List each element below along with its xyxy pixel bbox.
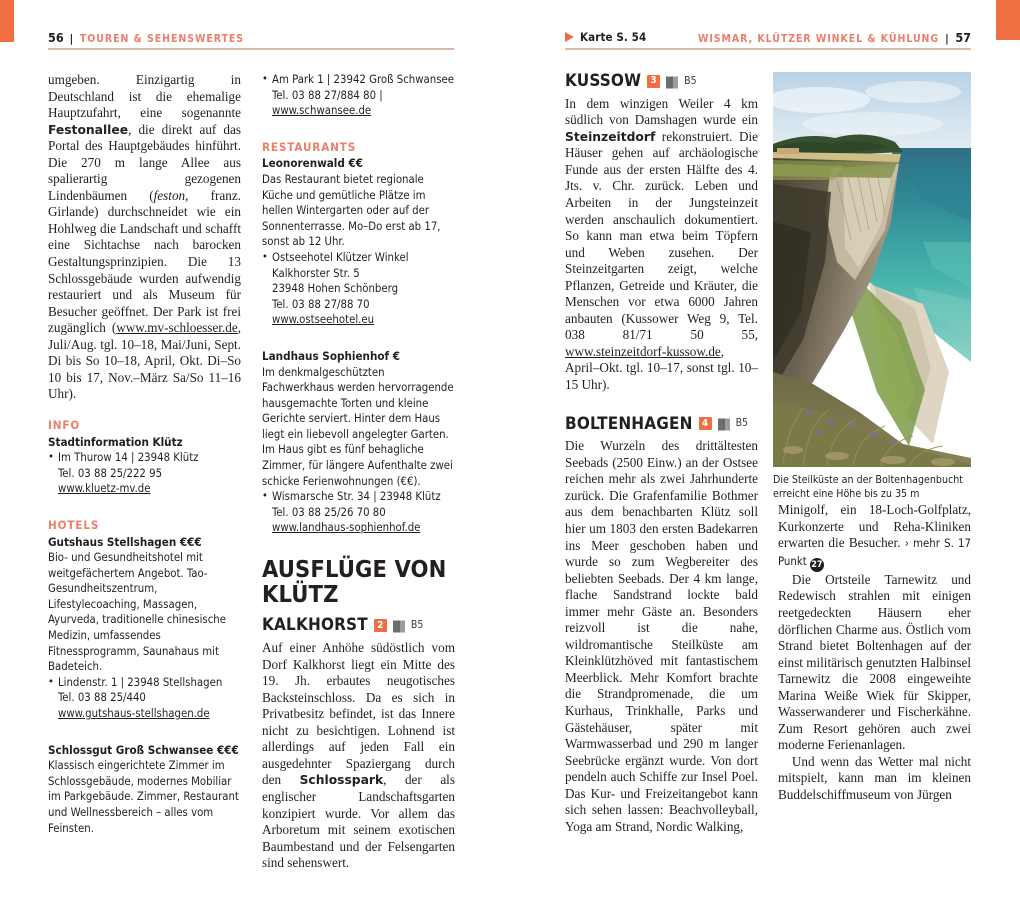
restaurant-phone: Tel. 03 88 25/26 70 80 (272, 505, 386, 519)
info-web-link[interactable]: www.kluetz-mv.de (58, 482, 151, 496)
paragraph-ortsteile: Die Ortsteile Tarnewitz und Redewisch strahlen mit einigen reetgedeckten Häusern eher dörflichen Charme aus. Östlich vom Strand bietet Boltenhagen auf der einst militärisch genutzten Halbinsel Tarnewitz die 2008 eingeweihte Marina Weiße Wiek für Skipper, Wasserwanderer und Fischerkähne. Zum Resort gehören auch zwei moderne Ferienanlagen. (778, 571, 972, 753)
paragraph-boltenhagen-continued (778, 502, 971, 572)
restaurant-entry (262, 349, 455, 536)
info-section (48, 418, 241, 497)
folio-left: 56 (48, 30, 64, 45)
paragraph-schloss-bothmer-continued (48, 72, 241, 403)
italic-feston: feston (153, 187, 186, 203)
text-run: , April–Okt. tgl. 10–17, sonst tgl. 10–15 Uhr). (565, 343, 758, 392)
column-3 (565, 72, 758, 835)
hotel-address: Am Park 1 | 23942 Groß Schwansee (272, 73, 455, 86)
hotel-web-link[interactable]: www.gutshaus-stellshagen.de (58, 707, 210, 721)
running-head-right-group (698, 30, 971, 45)
restaurant-address: Wismarsche Str. 34 | 23948 Klütz (272, 490, 441, 504)
folio-separator-right: | (945, 32, 950, 45)
text-run: umgeben. Einzigartig in Deutschland ist die ehemalige Hauptzufahrt, eine sogenannte (48, 72, 241, 121)
hotel-entry (48, 535, 241, 722)
book-icon (718, 417, 730, 430)
play-triangle-icon (565, 32, 574, 42)
map-reference-label: Karte S. 54 (580, 30, 647, 44)
point-number-badge: 27 (810, 558, 824, 572)
restaurant-venue: Ostseehotel Klützer Winkel (272, 250, 409, 264)
place-name: KALKHORST (262, 615, 368, 636)
text-run: , franz. Girlande) durchschneidet wie ein Hohlweg die Landschaft und schafft eine Sichtachse nach barocken Gestaltungsprinzipien. Die 13 Schlossgebäude wurden aufwendig restauriert und als Museum für Besucher geöffnet. Der Park ist frei zugänglich ( (48, 187, 241, 336)
bold-festonallee: Festonallee (48, 122, 129, 137)
restaurant-street: Kalkhorster Str. 5 (272, 266, 360, 280)
hotels-heading: HOTELS (48, 517, 100, 532)
page-bleed-tab-left (0, 0, 14, 42)
list-item (48, 675, 241, 722)
header-rule-right (565, 48, 971, 50)
hotel-web-link[interactable]: www.schwansee.de (272, 104, 372, 118)
list-item (48, 450, 241, 497)
restaurant-phone: Tel. 03 88 27/88 70 (272, 297, 370, 311)
link-mv-schloesser[interactable]: www.mv-schloesser.de (116, 320, 238, 336)
restaurant-web-link[interactable]: www.ostseehotel.eu (272, 313, 375, 327)
info-entry-name: Stadtinformation Klütz (48, 434, 183, 449)
cross-reference-label: › mehr S. 17 Punkt (778, 537, 971, 568)
paragraph-kalkhorst (262, 640, 455, 872)
paragraph-wetter: Und wenn das Wetter mal nicht mitspielt, kann man im kleinen Buddelschiffmuseum von Jürgen (778, 753, 971, 803)
hotel-phone: Tel. 03 88 25/440 (58, 691, 146, 705)
restaurant-name: Leonorenwald €€ (262, 156, 363, 171)
restaurant-contact-list (262, 250, 455, 328)
restaurant-city: 23948 Hohen Schönberg (272, 282, 399, 296)
chapter-heading-ausfluege: AUSFLÜGE VON KLÜTZ (262, 555, 447, 608)
page-bleed-tab-right (996, 0, 1020, 40)
paragraph-boltenhagen: Die Wurzeln des drittältesten Seebads (2500 Einw.) an der Ostsee reichen mehr als zwei Jahrhunderte zurück. Die Grafenfamilie Bothmer aus dem benachbarten Klütz soll hier um 1803 den ersten Badekarren ins Meer geschoben haben und wurde so zum Wegbereiter des beliebten Seebads. Der 4 km lange, flache Sandstrand lockte bald immer mehr Gäste an. Besonders reizvoll ist die nahe, wildromantische Steilküste am Kleinklützhöved mit fantastischem Meerblick. Mehr Komfort brachte die Strandpromenade, die um Kurhaus, Trinkhalle, Parks und Gästehäuser, später mit Warmwasserbad und 290 m langer Seebrücke ergänzt wurde. Von dort pendeln auch Schiffe zur Insel Poel. Das Kur- und Freizeitangebot kann sich sehen lassen: Beachvolleyball, Yoga am Strand, Nordic Walking, (565, 438, 758, 834)
book-icon (666, 75, 678, 88)
photo-figure (773, 72, 971, 501)
info-contact-list (48, 450, 241, 497)
running-head-title-left: TOUREN & SEHENSWERTES (79, 33, 245, 45)
hotel-name: Schlossgut Groß Schwansee €€€ (48, 742, 239, 757)
steep-coast-boltenhagen-photo (773, 72, 971, 467)
column-4 (778, 502, 971, 804)
map-number-badge: 4 (699, 417, 712, 430)
list-item (262, 72, 455, 119)
hotels-section (48, 518, 241, 836)
hotel-description: Klassisch eingerichtete Zimmer im Schlossgebäude, modernes Mobiliar im Parkgebäude. Zimmer, Restaurant und Wellnessbereich – alles vom Feinsten. (48, 759, 239, 835)
restaurants-section (262, 140, 455, 536)
restaurants-heading: RESTAURANTS (262, 139, 357, 154)
hotel-address: Lindenstr. 1 | 23948 Stellshagen (58, 675, 223, 689)
folio-right: 57 (955, 30, 971, 45)
list-item (262, 250, 455, 328)
hotel-contact-list (48, 675, 241, 722)
link-steinzeitdorf-kussow[interactable]: www.steinzeitdorf-kussow.de (565, 343, 721, 359)
hotel-description: Bio- und Gesundheitshotel mit weitgefächertem Angebot. Tao-Gesundheitszentrum, Lifestylecoaching, Massagen, Ayurveda, traditionelle chinesische Medizin, umfassendes Fitnessprogramm, Saunahaus mit Badeteich. (48, 551, 226, 674)
map-number-badge: 2 (374, 619, 387, 632)
hotel-name: Gutshaus Stellshagen €€€ (48, 534, 202, 549)
book-icon (393, 619, 405, 632)
text-run: Minigolf, ein 18-Loch-Golfplatz, Kurkonzerte und Reha-Kliniken erwarten die Besucher. (778, 502, 971, 551)
photo-caption: Die Steilküste an der Boltenhagenbucht erreicht eine Höhe bis zu 35 m (773, 474, 964, 501)
hotel-phone: Tel. 03 88 27/884 80 | (272, 88, 383, 102)
text-run: In dem winzigen Weiler 4 km südlich von Damshagen wurde ein (565, 95, 758, 128)
text-run: , die direkt auf das Portal des Hauptgebäudes hinführt. Die 270 m lange Allee aus spalierartig gezogenen Lindenbäumen ( (48, 121, 241, 203)
running-head-title-right: WISMAR, KLÜTZER WINKEL & KÜHLUNG (697, 33, 940, 45)
map-grid-reference: B5 (684, 74, 697, 87)
bold-steinzeitdorf: Steinzeitdorf (565, 129, 656, 144)
map-grid-reference: B5 (735, 417, 749, 430)
running-head-left (48, 30, 454, 45)
info-heading: INFO (48, 417, 81, 432)
hotel-contact-list-continued (262, 72, 455, 119)
bold-schlosspark: Schlosspark (299, 773, 384, 788)
text-run: Auf einer Anhöhe südöstlich vom Dorf Kalkhorst liegt ein Mitte des 19. Jh. erbautes neugotisches Backsteinschloss. Da es sich in Privatbesitz befindet, ist das Innere nicht zu besichtigen. Lohnend ist allerdings auf jeden Fall ein ausgedehnter Spaziergang durch den (262, 640, 455, 788)
column-1 (48, 72, 241, 836)
place-heading-kussow (565, 72, 758, 91)
hotel-entry (48, 743, 241, 837)
restaurant-description: Im denkmalgeschützten Fachwerkhaus werden hervorragende hausgemachte Torten und kleine Gerichte serviert. Hinter dem Haus liegt ein liebevoll angelegter Garten. Im Haus gibt es fünf behagliche Zimmer, für längere Aufenthalte zwei schicke Ferienwohnungen (€€). (262, 365, 454, 488)
info-phone: Tel. 03 88 25/222 95 (58, 466, 163, 480)
map-number-badge: 3 (647, 75, 660, 88)
text-run: rekonstruiert. Die Häuser gehen auf archäologische Funde aus der ersten Hälfte des 4. Jts. v. Chr. zurück. Leben und Arbeiten in der Jungsteinzeit werden anschaulich dokumentiert. So kann man etwa beim Töpfern und Weben zusehen. Der Steinzeitgarten zeigt, welche Pflanzen, Getreide und Kräuter, die Menschen vor etwa 6000 Jahren anbauten (Kussower Weg 9, Tel. 038 81/71 50 55, (565, 128, 758, 343)
restaurant-web-link[interactable]: www.landhaus-sophienhof.de (272, 521, 421, 535)
column-2 (262, 72, 455, 872)
restaurant-name: Landhaus Sophienhof € (262, 348, 400, 363)
map-grid-reference: B5 (410, 618, 424, 631)
text-run: , der als englischer Landschaftsgarten konzipiert wurde. Vor allem das Arboretum mit seinem exotischen Baumbestand und der Felsengarten sind sehenswert. (262, 772, 455, 871)
info-address: Im Thurow 14 | 23948 Klütz (58, 451, 199, 465)
hotel-contact-continued (262, 72, 455, 119)
place-heading-boltenhagen (565, 415, 758, 434)
header-rule-left (48, 48, 454, 50)
place-name: BOLTENHAGEN (565, 413, 693, 434)
text-run: , Juli/Aug. tgl. 10–18, Mai/Juni, Sept. Di bis So 10–18, April, Okt. Di–So 10 bis 17, Nov.–März Sa/So 11–16 Uhr). (48, 320, 241, 402)
paragraph-kussow (565, 96, 758, 394)
restaurant-entry (262, 156, 455, 328)
folio-separator-left: | (69, 32, 74, 45)
place-name: KUSSOW (565, 71, 642, 91)
hotel-phone-line (272, 88, 455, 119)
restaurant-contact-list (262, 489, 455, 536)
place-heading-kalkhorst (262, 616, 455, 635)
map-reference-link[interactable] (565, 30, 646, 44)
list-item (262, 489, 455, 536)
running-head-right (565, 30, 971, 45)
restaurant-description: Das Restaurant bietet regionale Küche und gemütliche Plätze im hellen Wintergarten oder auf der Sonnenterrasse. Mo–Do erst ab 17, sonst ab 12 Uhr. (262, 172, 441, 249)
